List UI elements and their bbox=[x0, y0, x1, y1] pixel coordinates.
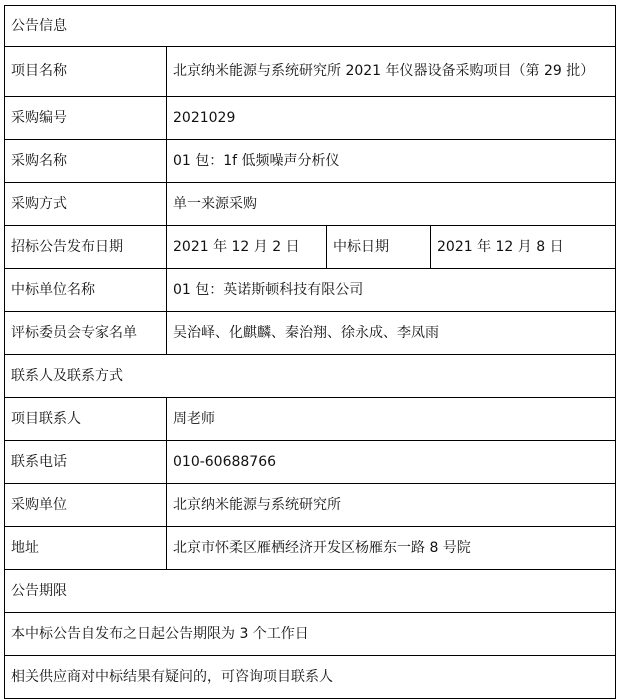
section-heading-period: 公告期限 bbox=[5, 570, 616, 613]
award-notice-table bbox=[4, 5, 616, 699]
row-winning-bidder bbox=[5, 269, 616, 312]
row-contact-person bbox=[5, 398, 616, 441]
section-row-contact bbox=[5, 355, 616, 398]
purchase-method-value: 单一来源采购 bbox=[167, 183, 616, 226]
section-row-announcement bbox=[5, 6, 616, 47]
row-inquiry-text bbox=[5, 656, 616, 699]
contact-person-label: 项目联系人 bbox=[5, 398, 167, 441]
purchase-name-value: 01 包：1f 低频噪声分析仪 bbox=[167, 140, 616, 183]
row-address bbox=[5, 527, 616, 570]
contact-person-value: 周老师 bbox=[167, 398, 616, 441]
row-dates bbox=[5, 226, 616, 269]
section-row-period bbox=[5, 570, 616, 613]
purchase-number-label: 采购编号 bbox=[5, 97, 167, 140]
purchase-number-value: 2021029 bbox=[167, 97, 616, 140]
experts-value: 吴治峄、化麒麟、秦治翔、徐永成、李凤雨 bbox=[167, 312, 616, 355]
winning-bidder-value: 01 包：英诺斯顿科技有限公司 bbox=[167, 269, 616, 312]
purchasing-unit-label: 采购单位 bbox=[5, 484, 167, 527]
contact-phone-value: 010-60688766 bbox=[167, 441, 616, 484]
row-contact-phone bbox=[5, 441, 616, 484]
purchase-method-label: 采购方式 bbox=[5, 183, 167, 226]
row-purchase-method bbox=[5, 183, 616, 226]
row-project-name bbox=[5, 47, 616, 97]
period-text: 本中标公告自发布之日起公告期限为 3 个工作日 bbox=[5, 613, 616, 656]
row-experts bbox=[5, 312, 616, 355]
project-name-value: 北京纳米能源与系统研究所 2021 年仪器设备采购项目（第 29 批） bbox=[167, 47, 616, 97]
row-purchase-name bbox=[5, 140, 616, 183]
project-name-label: 项目名称 bbox=[5, 47, 167, 97]
section-heading-contact: 联系人及联系方式 bbox=[5, 355, 616, 398]
row-purchase-number bbox=[5, 97, 616, 140]
purchasing-unit-value: 北京纳米能源与系统研究所 bbox=[167, 484, 616, 527]
publish-date-label: 招标公告发布日期 bbox=[5, 226, 167, 269]
experts-label: 评标委员会专家名单 bbox=[5, 312, 167, 355]
award-date-value: 2021 年 12 月 8 日 bbox=[431, 226, 616, 269]
award-date-label: 中标日期 bbox=[327, 226, 431, 269]
winning-bidder-label: 中标单位名称 bbox=[5, 269, 167, 312]
publish-date-value: 2021 年 12 月 2 日 bbox=[167, 226, 327, 269]
section-heading-announcement: 公告信息 bbox=[5, 6, 616, 47]
row-purchasing-unit bbox=[5, 484, 616, 527]
address-label: 地址 bbox=[5, 527, 167, 570]
address-value: 北京市怀柔区雁栖经济开发区杨雁东一路 8 号院 bbox=[167, 527, 616, 570]
contact-phone-label: 联系电话 bbox=[5, 441, 167, 484]
purchase-name-label: 采购名称 bbox=[5, 140, 167, 183]
inquiry-text: 相关供应商对中标结果有疑问的，可咨询项目联系人 bbox=[5, 656, 616, 699]
row-period-text bbox=[5, 613, 616, 656]
